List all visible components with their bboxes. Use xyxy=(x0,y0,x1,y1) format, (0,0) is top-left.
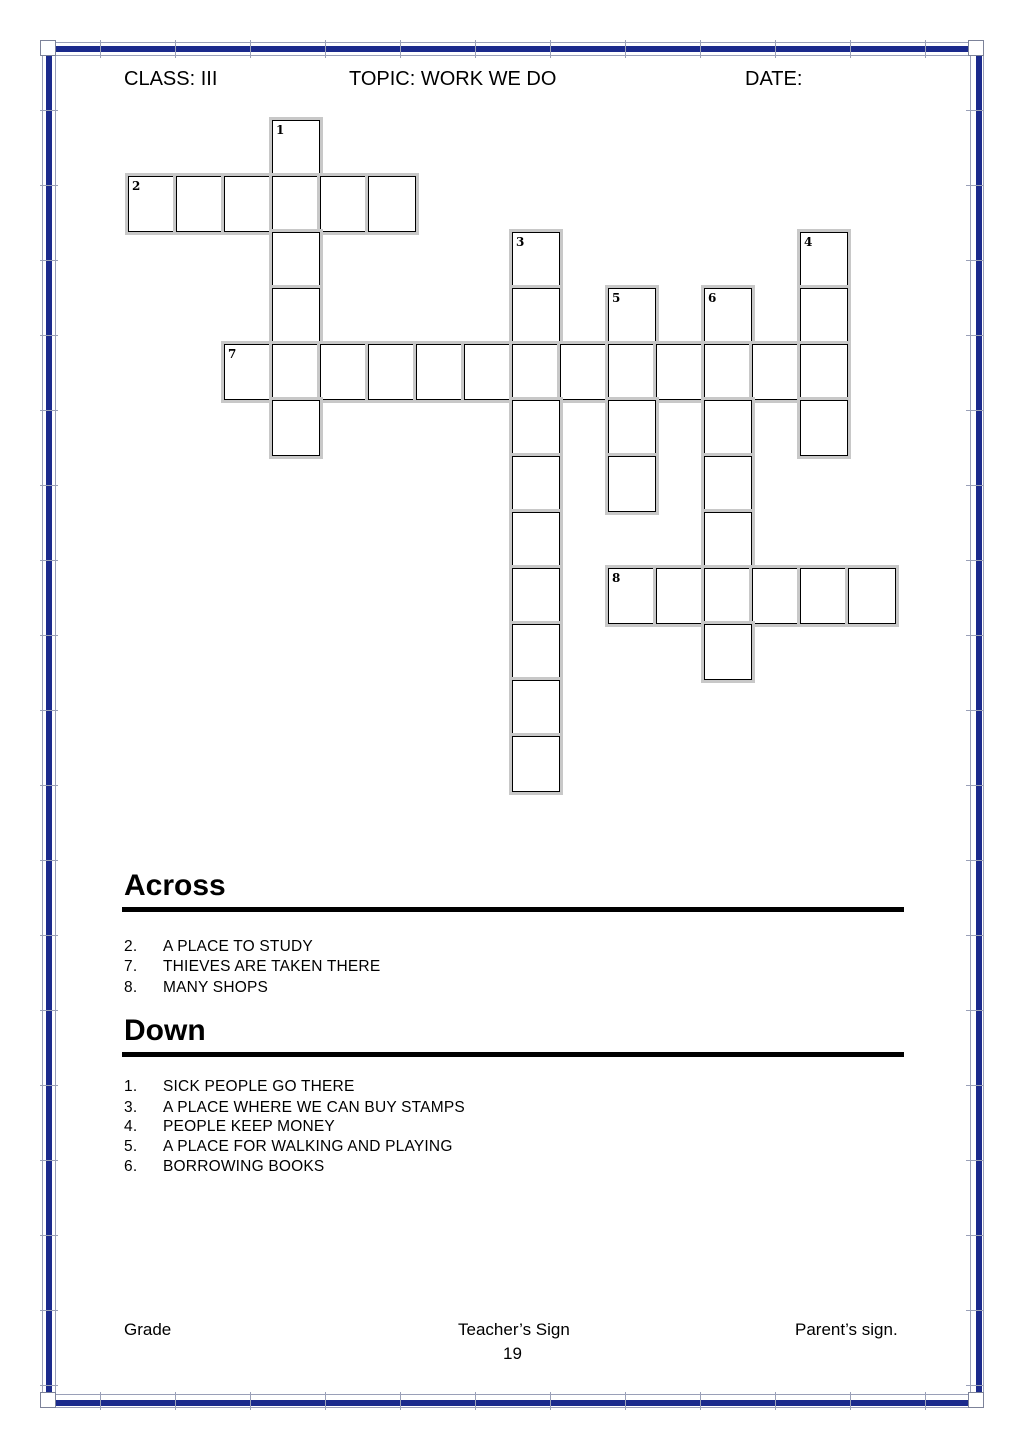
clue-number: 6 xyxy=(708,291,717,305)
crossword-cell[interactable] xyxy=(272,400,320,456)
clue-number: 2 xyxy=(132,179,141,193)
border-tick xyxy=(40,335,58,336)
crossword-cell[interactable] xyxy=(272,232,320,288)
crossword-cell[interactable] xyxy=(512,568,560,624)
border-tick xyxy=(40,785,58,786)
border-tick xyxy=(775,1392,776,1410)
border-tick xyxy=(925,40,926,58)
clue-text: PEOPLE KEEP MONEY xyxy=(163,1118,335,1135)
down-clue xyxy=(124,1099,465,1117)
crossword-cell[interactable] xyxy=(464,344,512,400)
across-heading: Across xyxy=(124,869,226,902)
border-tick xyxy=(925,1392,926,1410)
border-tick xyxy=(400,40,401,58)
border-tick xyxy=(40,935,58,936)
crossword-cell[interactable] xyxy=(320,344,368,400)
clue-number: 1 xyxy=(276,123,285,137)
border-tick xyxy=(40,1385,58,1386)
border-tick xyxy=(40,1085,58,1086)
clue-number: 4 xyxy=(804,235,813,249)
crossword-cell[interactable] xyxy=(800,400,848,456)
clue-text: A PLACE FOR WALKING AND PLAYING xyxy=(163,1138,453,1155)
crossword-cell[interactable] xyxy=(704,624,752,680)
border-tick xyxy=(175,1392,176,1410)
clue-number: 1. xyxy=(124,1078,138,1095)
crossword-cell[interactable] xyxy=(512,624,560,680)
crossword-cell[interactable] xyxy=(512,400,560,456)
border-tick xyxy=(250,40,251,58)
border-tick xyxy=(966,710,984,711)
border-tick xyxy=(966,410,984,411)
crossword-cell[interactable] xyxy=(800,568,848,624)
border-tick xyxy=(40,1160,58,1161)
border-tick xyxy=(966,1085,984,1086)
down-clue xyxy=(124,1078,355,1096)
across-rule xyxy=(122,907,904,912)
down-clue xyxy=(124,1158,324,1176)
crossword-cell[interactable] xyxy=(752,568,800,624)
across-clue xyxy=(124,979,268,997)
border-tick xyxy=(40,260,58,261)
crossword-cell[interactable] xyxy=(512,288,560,344)
border-tick xyxy=(175,40,176,58)
clue-number: 6. xyxy=(124,1158,138,1175)
crossword-cell[interactable] xyxy=(224,344,272,400)
clue-text: SICK PEOPLE GO THERE xyxy=(163,1078,355,1095)
crossword-cell[interactable] xyxy=(704,344,752,400)
clue-number: 8. xyxy=(124,979,138,996)
date-label: DATE: xyxy=(745,68,803,90)
clue-number: 8 xyxy=(612,571,621,585)
crossword-cell[interactable] xyxy=(512,512,560,568)
crossword-cell[interactable] xyxy=(752,344,800,400)
border-tick xyxy=(966,635,984,636)
border-tick xyxy=(325,1392,326,1410)
clue-text: A PLACE WHERE WE CAN BUY STAMPS xyxy=(163,1099,465,1116)
border-tick xyxy=(40,410,58,411)
crossword-cell[interactable] xyxy=(128,176,176,232)
crossword-cell[interactable] xyxy=(416,344,464,400)
border-tick xyxy=(966,335,984,336)
border-tick xyxy=(40,860,58,861)
clue-number: 2. xyxy=(124,938,138,955)
crossword-cell[interactable] xyxy=(704,568,752,624)
crossword-cell[interactable] xyxy=(608,288,656,344)
border-tick xyxy=(40,710,58,711)
crossword-cell[interactable] xyxy=(800,288,848,344)
crossword-cell[interactable] xyxy=(272,288,320,344)
border-tick xyxy=(40,1010,58,1011)
clue-number: 7. xyxy=(124,958,138,975)
border-tick xyxy=(40,635,58,636)
crossword-cell[interactable] xyxy=(368,344,416,400)
border-tick xyxy=(475,1392,476,1410)
border-tick xyxy=(966,860,984,861)
border-tick xyxy=(966,485,984,486)
border-tick xyxy=(550,40,551,58)
border-tick xyxy=(325,40,326,58)
crossword-cell[interactable] xyxy=(512,344,560,400)
border-tick xyxy=(400,1392,401,1410)
crossword-cell[interactable] xyxy=(848,568,896,624)
border-tick xyxy=(966,185,984,186)
crossword-cell[interactable] xyxy=(608,400,656,456)
border-tick xyxy=(550,1392,551,1410)
crossword-cell[interactable] xyxy=(512,456,560,512)
border-tick xyxy=(850,1392,851,1410)
crossword-cell[interactable] xyxy=(800,344,848,400)
border-corner-top-right xyxy=(968,40,984,56)
crossword-cell[interactable] xyxy=(368,176,416,232)
border-tick xyxy=(700,40,701,58)
crossword-cell[interactable] xyxy=(656,568,704,624)
border-corner-bottom-left xyxy=(40,1392,56,1408)
crossword-cell[interactable] xyxy=(272,344,320,400)
border-tick xyxy=(100,40,101,58)
border-tick xyxy=(966,1310,984,1311)
down-heading: Down xyxy=(124,1014,206,1047)
class-label: CLASS: III xyxy=(124,68,218,90)
border-tick xyxy=(966,1385,984,1386)
crossword-cell[interactable] xyxy=(512,680,560,736)
crossword-cell[interactable] xyxy=(656,344,704,400)
crossword-cell[interactable] xyxy=(704,512,752,568)
border-tick xyxy=(40,1310,58,1311)
crossword-cell[interactable] xyxy=(800,232,848,288)
border-tick xyxy=(700,1392,701,1410)
down-rule xyxy=(122,1052,904,1057)
down-clue xyxy=(124,1138,453,1156)
crossword-cell[interactable] xyxy=(512,232,560,288)
border-tick xyxy=(966,785,984,786)
page-number: 19 xyxy=(503,1344,522,1363)
crossword-cell[interactable] xyxy=(608,456,656,512)
clue-number: 4. xyxy=(124,1118,138,1135)
crossword-cell[interactable] xyxy=(320,176,368,232)
border-tick xyxy=(625,1392,626,1410)
clue-number: 3 xyxy=(516,235,525,249)
crossword-cell[interactable] xyxy=(272,120,320,176)
border-tick xyxy=(775,40,776,58)
across-clue xyxy=(124,938,313,956)
crossword-cell[interactable] xyxy=(704,400,752,456)
crossword-cell[interactable] xyxy=(704,456,752,512)
clue-number: 3. xyxy=(124,1099,138,1116)
border-tick xyxy=(625,40,626,58)
topic-label: TOPIC: WORK WE DO xyxy=(349,68,557,90)
border-tick xyxy=(966,560,984,561)
parent-sign-label: Parent’s sign. xyxy=(795,1320,898,1339)
border-tick xyxy=(850,40,851,58)
clue-text: A PLACE TO STUDY xyxy=(163,938,313,955)
border-tick xyxy=(250,1392,251,1410)
crossword-cell[interactable] xyxy=(608,568,656,624)
crossword-cell[interactable] xyxy=(512,736,560,792)
clue-text: MANY SHOPS xyxy=(163,979,269,996)
crossword-cell[interactable] xyxy=(224,176,272,232)
crossword-cell[interactable] xyxy=(560,344,608,400)
clue-number: 7 xyxy=(228,347,237,361)
teacher-sign-label: Teacher’s Sign xyxy=(458,1320,570,1339)
border-tick xyxy=(475,40,476,58)
grade-label: Grade xyxy=(124,1320,172,1339)
across-clue xyxy=(124,958,380,976)
border-tick xyxy=(966,1160,984,1161)
border-corner-top-left xyxy=(40,40,56,56)
border-tick xyxy=(100,1392,101,1410)
border-tick xyxy=(40,110,58,111)
down-clue xyxy=(124,1118,335,1136)
border-tick xyxy=(966,110,984,111)
crossword-cell[interactable] xyxy=(176,176,224,232)
border-tick xyxy=(966,260,984,261)
border-tick xyxy=(966,1010,984,1011)
border-tick xyxy=(966,935,984,936)
border-tick xyxy=(40,485,58,486)
clue-text: THIEVES ARE TAKEN THERE xyxy=(163,958,381,975)
border-tick xyxy=(40,560,58,561)
crossword-cell[interactable] xyxy=(704,288,752,344)
border-corner-bottom-right xyxy=(968,1392,984,1408)
border-tick xyxy=(40,185,58,186)
crossword-cell[interactable] xyxy=(608,344,656,400)
border-tick xyxy=(40,1235,58,1236)
clue-text: BORROWING BOOKS xyxy=(163,1158,325,1175)
clue-number: 5. xyxy=(124,1138,138,1155)
border-tick xyxy=(966,1235,984,1236)
clue-number: 5 xyxy=(612,291,621,305)
crossword-cell[interactable] xyxy=(272,176,320,232)
